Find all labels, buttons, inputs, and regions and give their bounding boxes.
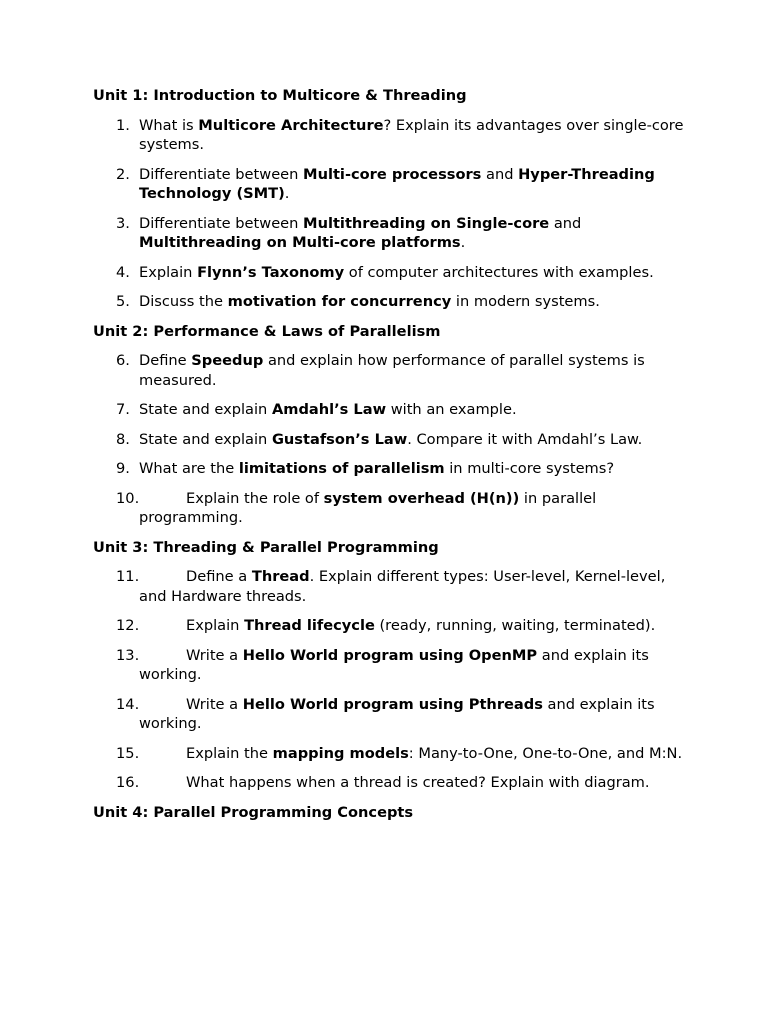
text-run: in parallel programming. xyxy=(139,489,597,526)
question-item xyxy=(93,116,693,155)
question-text xyxy=(139,568,665,605)
unit-heading: Unit 3: Threading & Parallel Programming xyxy=(93,538,439,556)
bold-term: Multithreading on Single-core xyxy=(303,214,550,232)
text-run: and xyxy=(549,214,582,232)
bold-term: Hyper-Threading Technology (SMT) xyxy=(139,165,655,202)
text-run: with an example. xyxy=(386,401,517,418)
unit-heading: Unit 1: Introduction to Multicore & Threading xyxy=(93,87,467,104)
text-run: Discuss the xyxy=(139,293,228,310)
bold-term: Multicore Architecture xyxy=(198,116,384,134)
question-item xyxy=(93,489,693,528)
question-text xyxy=(139,647,649,684)
question-number: 11. xyxy=(116,568,140,585)
bold-term: mapping models xyxy=(272,744,409,762)
text-run: . xyxy=(460,234,466,251)
question-number: 15. xyxy=(116,744,140,762)
text-run: in modern systems. xyxy=(451,293,600,310)
text-run: Write a xyxy=(186,646,243,664)
text-run: and explain its working. xyxy=(139,646,649,683)
text-run: What are the xyxy=(139,460,239,477)
question-item xyxy=(93,400,693,420)
question-text xyxy=(139,401,517,418)
text-run: Differentiate between xyxy=(139,214,304,232)
question-item xyxy=(93,459,693,479)
bold-term: limitations of parallelism xyxy=(238,460,445,477)
question-text xyxy=(139,431,642,448)
text-run: Differentiate between xyxy=(139,165,304,183)
bold-term: system overhead (H(n)) xyxy=(323,489,520,507)
question-item xyxy=(93,773,693,793)
question-number: 16. xyxy=(116,774,140,791)
text-run: State and explain xyxy=(139,401,272,418)
question-item xyxy=(93,263,693,283)
unit-heading: Unit 4: Parallel Programming Concepts xyxy=(93,803,414,821)
question-number: 14. xyxy=(116,695,140,713)
text-run: What happens when a thread is created? Explain with diagram. xyxy=(186,774,650,791)
question-item xyxy=(93,646,693,685)
text-run: in multi-core systems? xyxy=(444,460,615,477)
question-item xyxy=(93,351,693,390)
bold-term: Flynn’s Taxonomy xyxy=(197,263,345,281)
question-list xyxy=(93,116,693,312)
question-number: 3. xyxy=(116,214,130,232)
question-text xyxy=(139,215,581,252)
question-item xyxy=(93,695,693,734)
text-run: Define xyxy=(139,352,192,369)
question-item xyxy=(93,744,693,764)
question-number: 7. xyxy=(116,401,130,418)
question-number: 6. xyxy=(116,352,130,369)
text-run: (ready, running, waiting, terminated). xyxy=(374,617,656,634)
question-item xyxy=(93,165,693,204)
question-number: 13. xyxy=(116,646,140,664)
bold-term: Multi-core processors xyxy=(303,165,482,183)
question-text xyxy=(139,617,655,634)
bold-term: Hello World program using OpenMP xyxy=(242,646,538,664)
text-run: What is xyxy=(139,116,199,134)
unit-heading: Unit 2: Performance & Laws of Parallelism xyxy=(93,322,441,340)
bold-term: Thread lifecycle xyxy=(244,617,375,634)
bold-term: Hello World program using Pthreads xyxy=(242,695,543,713)
question-text xyxy=(139,696,655,733)
text-run: : Many-to-One, One-to-One, and M:N. xyxy=(408,744,683,762)
document-page xyxy=(93,86,693,832)
question-text xyxy=(139,352,645,389)
question-item xyxy=(93,214,693,253)
question-list xyxy=(93,351,693,528)
question-item xyxy=(93,292,693,312)
text-run: Explain the xyxy=(186,744,273,762)
question-text xyxy=(139,264,654,281)
bold-term: Thread xyxy=(251,568,310,585)
question-text xyxy=(139,774,650,791)
text-run: and xyxy=(481,165,519,183)
bold-term: Gustafson’s Law xyxy=(271,430,408,448)
text-run: . Explain different types: User-level, Kernel-level, and Hardware threads. xyxy=(139,568,666,605)
question-item xyxy=(93,430,693,450)
text-run: Write a xyxy=(186,695,243,713)
text-run: Explain xyxy=(139,263,198,281)
text-run: of computer architectures with examples. xyxy=(344,263,654,281)
question-number: 8. xyxy=(116,430,130,448)
question-number: 9. xyxy=(116,460,130,477)
text-run: and explain how performance of parallel systems is measured. xyxy=(139,352,645,389)
question-number: 10. xyxy=(116,489,140,507)
question-number: 5. xyxy=(116,293,130,310)
question-text xyxy=(139,117,683,154)
text-run: Explain the role of xyxy=(186,489,324,507)
question-text xyxy=(139,745,682,762)
text-run: ? Explain its advantages over single-core systems. xyxy=(139,116,684,153)
text-run: . xyxy=(284,185,290,202)
question-text xyxy=(139,460,614,477)
question-number: 2. xyxy=(116,165,130,183)
text-run: Explain xyxy=(186,617,245,634)
text-run: Define a xyxy=(186,568,252,585)
question-item xyxy=(93,616,693,636)
question-number: 12. xyxy=(116,617,140,634)
bold-term: Speedup xyxy=(191,352,264,369)
question-number: 1. xyxy=(116,116,130,134)
question-text xyxy=(139,293,600,310)
question-text xyxy=(139,166,655,203)
bold-term: Amdahl’s Law xyxy=(271,401,387,418)
text-run: . Compare it with Amdahl’s Law. xyxy=(407,430,643,448)
question-text xyxy=(139,490,596,527)
question-item xyxy=(93,567,693,606)
text-run: and explain its working. xyxy=(139,695,655,732)
text-run: State and explain xyxy=(139,430,272,448)
bold-term: Multithreading on Multi-core platforms xyxy=(139,234,461,251)
bold-term: motivation for concurrency xyxy=(227,293,452,310)
question-list xyxy=(93,567,693,793)
question-number: 4. xyxy=(116,263,130,281)
